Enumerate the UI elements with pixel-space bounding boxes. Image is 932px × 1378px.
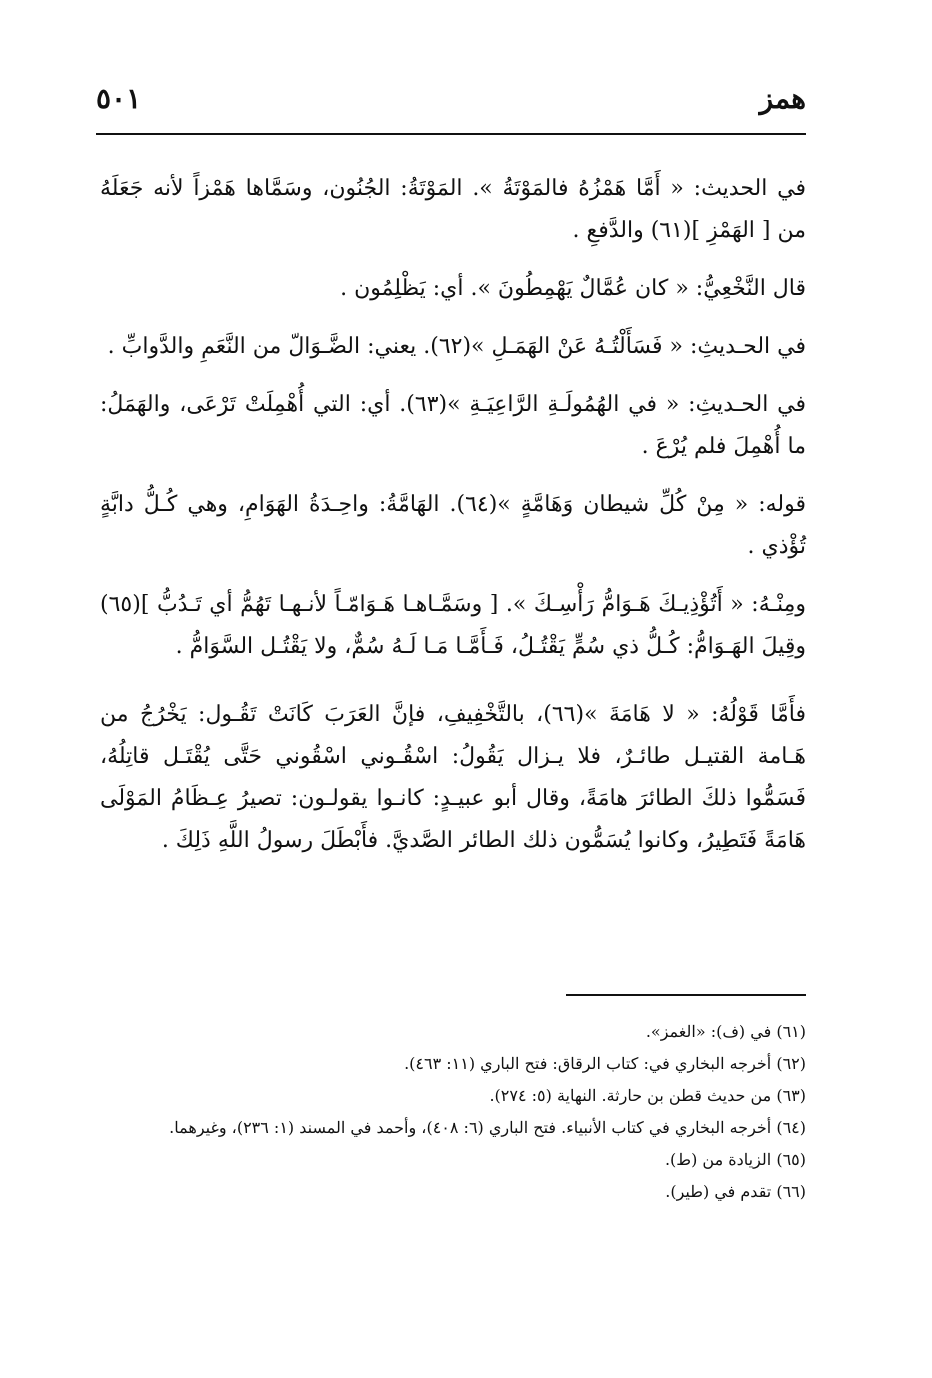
paragraph: ومِنْـهُ: « أَتُؤْذِيـكَ هَـوَامُّ رَأْسِـكَ ». [ وسَمَّـاهـا هَـوَامّـاً لأنـهـا تَهُمُّ أي تَـدُبُّ ](٦٥) وقِيلَ الهَـوَامُّ: كُـلُّ ذي سُمٍّ يَقْتُـلُ، فَـأَمَّـا مَـا لَـهُ سُمٌّ، ولا يَقْتُـل السَّوَامُّ . <box>100 592 806 659</box>
footnote: (٦٦) تقدم في (طير). <box>665 1182 806 1201</box>
main-text <box>100 168 806 878</box>
footnote: (٦٥) الزيادة من (ط). <box>664 1150 806 1169</box>
footnote: (٦٤) أخرجه البخاري في كتاب الأنبياء. فتح الباري (٦: ٤٠٨)، وأحمد في المسند (١: ٢٣٦)، وغيرهما. <box>169 1118 806 1137</box>
footnote-divider <box>566 994 806 996</box>
footnotes <box>100 1016 806 1208</box>
footnote: (٦٢) أخرجه البخاري في: كتاب الرقاق: فتح الباري (١١: ٤٦٣). <box>404 1054 806 1073</box>
footnote: (٦٣) من حديث قطن بن حارثة. النهاية (٥: ٢٧٤). <box>489 1086 806 1105</box>
page-number: ٥٠١ <box>96 82 142 115</box>
running-header-title: همز <box>759 82 806 115</box>
paragraph: في الحـديثِ: « في الهُمُولَـةِ الرَّاعِيَـةِ »(٦٣). أي: التي أُهْمِلَتْ تَرْعَى، والهَمَلُ: ما أُهْمِلَ فلم يُرْعَ . <box>100 392 807 459</box>
paragraph: في الحديث: « أَمَّا هَمْزُهُ فالمَوْتَةُ ». المَوْتَةُ: الجُنُون، وسَمَّاها هَمْزاً لأنه جَعَلَهُ من [ الهَمْزِ ](٦١) والدَّفعِ . <box>100 176 806 243</box>
header-divider <box>96 133 806 135</box>
paragraph: في الحـديثِ: « فَسَأَلْتُـهُ عَنْ الهَمَـلِ »(٦٢). يعني: الضَّـوَالّ من النَّعَمِ والدَّوابِّ . <box>107 334 806 359</box>
paragraph: قال النَّخْعِيُّ: « كان عُمَّالٌ يَهْمِطُونَ ». أي: يَظْلِمُون . <box>340 276 806 301</box>
page-header <box>96 78 806 120</box>
paragraph: فأَمَّا قَوْلُهُ: « لا هَامَةَ »(٦٦)، بالتَّخْفِيفِ، فإنَّ العَرَبَ كَانَتْ تَقُـول: يَخْرُجُ من هَـامة القتيـل طائـرٌ، فلا يـزال يَقُولُ: اسْقُـوني اسْقُوني حَتَّى يُقْتَـل قاتِلُهُ، فَسَمُّوا ذلكَ الطائرَ هامَةً، وقال أبو عبيـدٍ: كانـوا يقولـون: تصيرُ عِـظَامُ المَوْلَى هَامَةً فَتَطِيرُ، وكانوا يُسَمُّون ذلك الطائر الصَّديَّ. فأَبْطَلَ رسولُ اللَّهِ ذَلِكَ . <box>100 702 807 853</box>
footnote: (٦١) في (ف): «الغمز». <box>645 1022 806 1041</box>
paragraph: قوله: « مِنْ كُلِّ شيطان وَهَامَّةٍ »(٦٤). الهَامَّةُ: واحِـدَةُ الهَوَامِ، وهي كُـلُّ دابَّةٍ تُؤْذي . <box>100 492 806 559</box>
